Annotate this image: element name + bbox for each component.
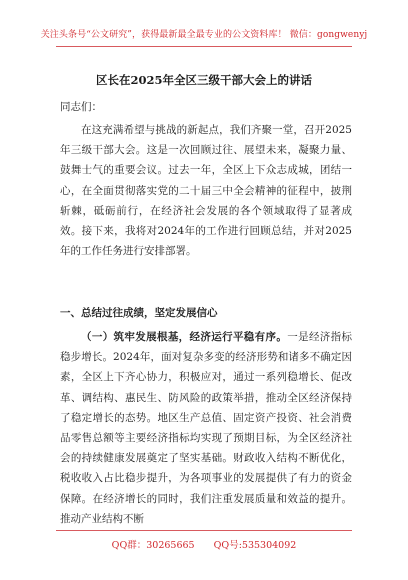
body-paragraph-2 — [60, 327, 352, 529]
page-title: 区长在2025年全区三级干部大会上的讲话 — [95, 73, 312, 87]
header-note: 关注头条号“公文研究”，获得最新最全最专业的公文资料库！ 微信：gongwenyj — [40, 30, 368, 40]
footer-qq-number: QQ号:535304092 — [213, 540, 297, 551]
footer-contact — [0, 537, 408, 551]
body-paragraph-1: 在这充满希望与挑战的新起点，我们齐聚一堂，召开2025年三级干部大会。这是一次回顾过往、展望未来，凝聚力量、鼓舞士气的重要会议。过去一年，全区上下众志成城，团结一心，在全面贯彻落实党的二十届三中全会精神的征程中，披荆斩棘，砥砺前行，在经济社会发展的各个领域取得了显著成效。接下来，我将对2024年的工作进行回顾总结，并对2025年的工作任务进行安排部署。 — [60, 124, 352, 258]
subsection-heading: （一）筑牢发展根基，经济运行平稳有序。 — [81, 331, 288, 343]
footer-qq-group: QQ群：30265665 — [111, 540, 195, 551]
paragraph-2-text: 一是经济指标稳步增长。2024年，面对复杂多变的经济形势和诸多不确定因素，全区上下齐心协力，积极应对，通过一系列稳增长、促改革、调结构、惠民生、防风险的政策举措，推动全区经济保持了稳定增长的态势。地区生产总值、固定资产投资、社会消费品零售总额等主要经济指标均实现了预期目标，为全区经济社会的持续健康发展奠定了坚实基础。财政收入结构不断优化，税收收入占比稳步提升，为各项事业的发展提供了有力的资金保障。在经济增长的同时，我们注重发展质量和效益的提升。推动产业结构不断 — [60, 331, 353, 525]
salutation: 同志们： — [60, 101, 102, 113]
footer-divider — [56, 530, 352, 531]
section-heading-1: 一、总结过往成绩，坚定发展信心 — [60, 307, 218, 319]
header-divider — [56, 46, 352, 47]
